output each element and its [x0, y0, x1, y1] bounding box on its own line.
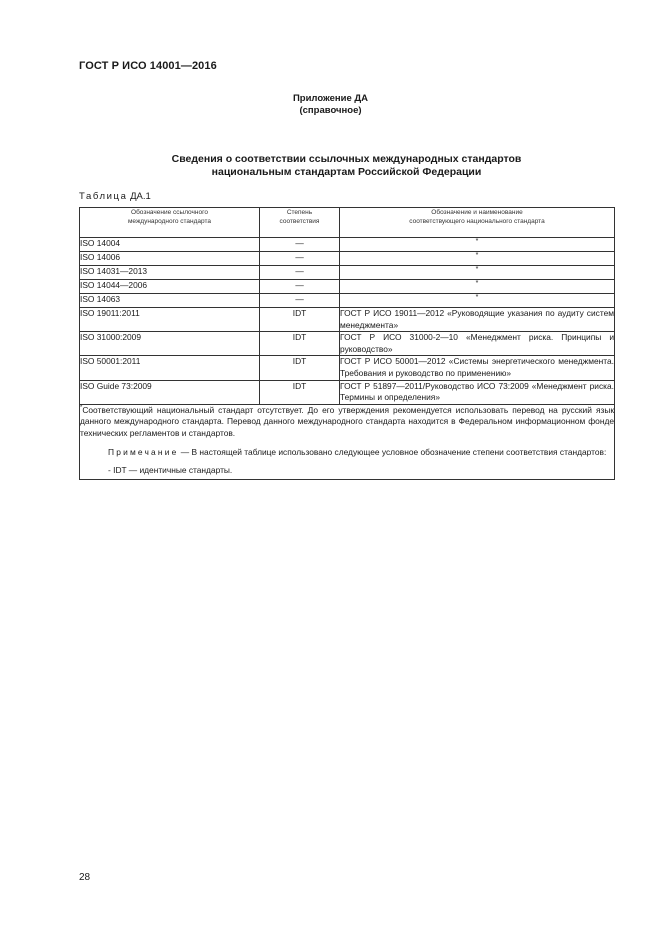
- cell-national-standard: ГОСТ Р ИСО 31000-2—10 «Менеджмент риска. Принципы и руководство»: [340, 332, 615, 356]
- cell-intl-standard: ISO 31000:2009: [80, 332, 260, 356]
- cell-intl-standard: ISO 14006: [80, 252, 260, 266]
- table-label: [79, 191, 151, 202]
- note-label: Примечание: [108, 446, 179, 457]
- appendix-subtitle: (справочное): [299, 105, 362, 116]
- cell-national-standard: *: [340, 294, 615, 308]
- cell-national-standard: ГОСТ Р ИСО 19011—2012 «Руководящие указания по аудиту систем менеджмента»: [340, 308, 615, 332]
- cell-intl-standard: ISO 14044—2006: [80, 280, 260, 294]
- footnote-text: Соответствующий национальный стандарт отсутствует. До его утверждения рекомендуется использовать перевод на русский язык данного международного стандарта. Перевод данного международного стандарта находится в Федеральном информационном фонде технических регламентов и стандартов.: [80, 404, 614, 438]
- table-footnote-cell: [80, 404, 615, 479]
- cell-intl-standard: ISO 14004: [80, 238, 260, 252]
- table-row: [80, 266, 615, 280]
- table-row: [80, 238, 615, 252]
- cell-intl-standard: ISO 19011:2011: [80, 308, 260, 332]
- footnote-marker: *: [80, 404, 83, 411]
- cell-intl-standard: ISO 14031—2013: [80, 266, 260, 280]
- table-row: [80, 280, 615, 294]
- cell-degree: —: [260, 294, 340, 308]
- cell-degree: IDT: [260, 308, 340, 332]
- table-row: [80, 294, 615, 308]
- table-row: [80, 332, 615, 356]
- cell-degree: IDT: [260, 332, 340, 356]
- appendix-title: Приложение ДА: [292, 93, 369, 104]
- header-international-standard: Обозначение ссылочного международного стандарта: [80, 208, 260, 238]
- cell-degree: —: [260, 252, 340, 266]
- cell-national-standard: *: [340, 266, 615, 280]
- cell-degree: —: [260, 280, 340, 294]
- appendix-heading: [0, 93, 661, 117]
- cell-national-standard: ГОСТ Р ИСО 50001—2012 «Системы энергетического менеджмента. Требования и руководство по применению»: [340, 356, 615, 380]
- table-row: [80, 308, 615, 332]
- table-footnote-row: [80, 404, 615, 479]
- table-row: [80, 252, 615, 266]
- document-title-line-2: национальным стандартам Российской Федерации: [211, 166, 482, 178]
- cell-national-standard: ГОСТ Р 51897—2011/Руководство ИСО 73:2009 «Менеджмент риска. Термины и определения»: [340, 380, 615, 404]
- cell-national-standard: *: [340, 252, 615, 266]
- table-header-row: [80, 208, 615, 238]
- header-national-standard: Обозначение и наименование соответствующего национального стандарта: [340, 208, 615, 238]
- standard-code-header: ГОСТ Р ИСО 14001—2016: [79, 60, 217, 72]
- cell-national-standard: *: [340, 238, 615, 252]
- note-list-item: - IDT — идентичные стандарты.: [108, 465, 233, 476]
- document-title-line-1: Сведения о соответствии ссылочных международных стандартов: [171, 153, 522, 165]
- table-row: [80, 356, 615, 380]
- document-title: [0, 153, 661, 179]
- page-number: 28: [79, 872, 91, 883]
- table-note: [80, 447, 614, 459]
- cell-degree: —: [260, 266, 340, 280]
- table-label-word: Таблица: [79, 191, 128, 202]
- cell-intl-standard: ISO Guide 73:2009: [80, 380, 260, 404]
- header-degree-of-correspondence: Степень соответствия: [260, 208, 340, 238]
- cell-degree: IDT: [260, 380, 340, 404]
- cell-national-standard: *: [340, 280, 615, 294]
- cell-degree: —: [260, 238, 340, 252]
- note-text: — В настоящей таблице использовано следующее условное обозначение степени соответствия стандартов:: [178, 446, 607, 457]
- table-label-number: ДА.1: [130, 191, 151, 202]
- correspondence-table: [79, 207, 615, 480]
- cell-intl-standard: ISO 50001:2011: [80, 356, 260, 380]
- cell-degree: IDT: [260, 356, 340, 380]
- table-row: [80, 380, 615, 404]
- cell-intl-standard: ISO 14063: [80, 294, 260, 308]
- footnote: [80, 405, 614, 440]
